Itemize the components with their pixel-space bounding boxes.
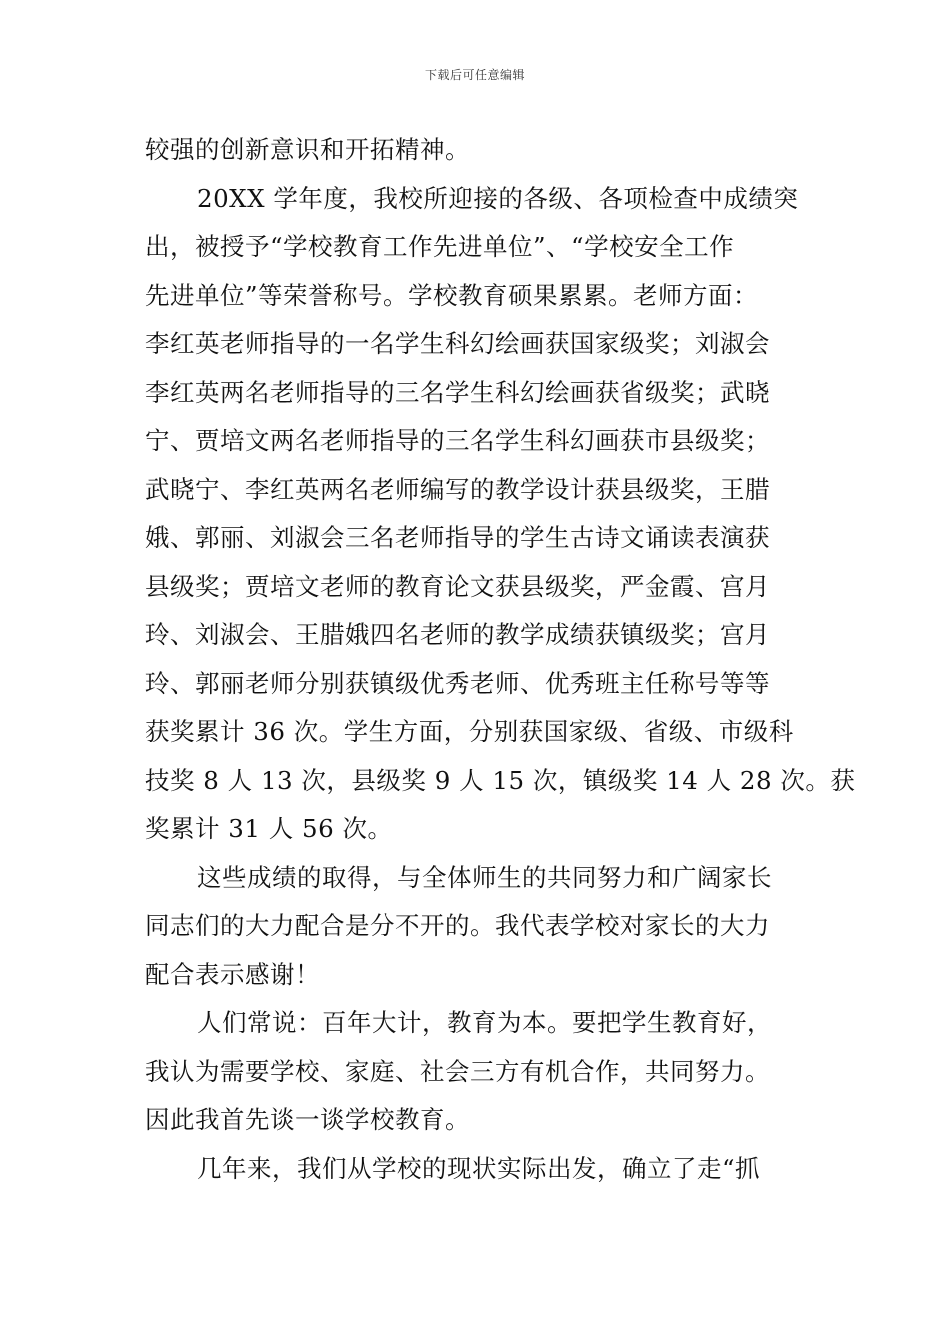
text-line: 获奖累计 36 次。学生方面，分别获国家级、省级、市级科 [145,717,794,746]
text-line: 配合表示感谢！ [145,959,320,989]
text-line: 李红英老师指导的一名学生科幻绘画获国家级奖；刘淑会 [145,329,770,358]
text-line: 较强的创新意识和开拓精神。 [145,135,470,164]
text-line: 玲、郭丽老师分别获镇级优秀老师、优秀班主任称号等等 [145,668,770,698]
text-line: 宁、贾培文两名老师指导的三名学生科幻画获市县级奖； [145,426,770,455]
text-line: 县级奖；贾培文老师的教育论文获县级奖，严金霞、宫月 [145,571,770,601]
text-line: 玲、刘淑会、王腊娥四名老师的教学成绩获镇级奖；宫月 [145,620,770,649]
text-line: 武晓宁、李红英两名老师编写的教学设计获县级奖，王腊 [145,474,770,504]
text-line: 先进单位”等荣誉称号。学校教育硕果累累。老师方面： [145,280,759,310]
document-body [145,126,856,1193]
text-line: 娥、郭丽、刘淑会三名老师指导的学生古诗文诵读表演获 [145,523,770,552]
text-line: 几年来，我们从学校的现状实际出发，确立了走“抓 [197,1153,761,1183]
text-line: 奖累计 31 人 56 次。 [145,814,393,843]
text-line: 这些成绩的取得，与全体师生的共同努力和广阔家长 [197,862,772,892]
text-line: 人们常说：百年大计，教育为本。要把学生教育好， [197,1008,772,1037]
page-header: 下载后可任意编辑 [424,68,525,82]
text-line: 我认为需要学校、家庭、社会三方有机合作，共同努力。 [145,1056,770,1086]
text-line: 同志们的大力配合是分不开的。我代表学校对家长的大力 [145,911,770,940]
text-line: 因此我首先谈一谈学校教育。 [145,1105,470,1134]
text-line: 李红英两名老师指导的三名学生科幻绘画获省级奖；武晓 [145,377,770,407]
text-line: 出，被授予“学校教育工作先进单位”、“学校安全工作 [145,232,735,261]
text-line: 技奖 8 人 13 次，县级奖 9 人 15 次，镇级奖 14 人 28 次。获 [145,765,856,795]
text-line: 20XX 学年度，我校所迎接的各级、各项检查中成绩突 [197,183,799,213]
